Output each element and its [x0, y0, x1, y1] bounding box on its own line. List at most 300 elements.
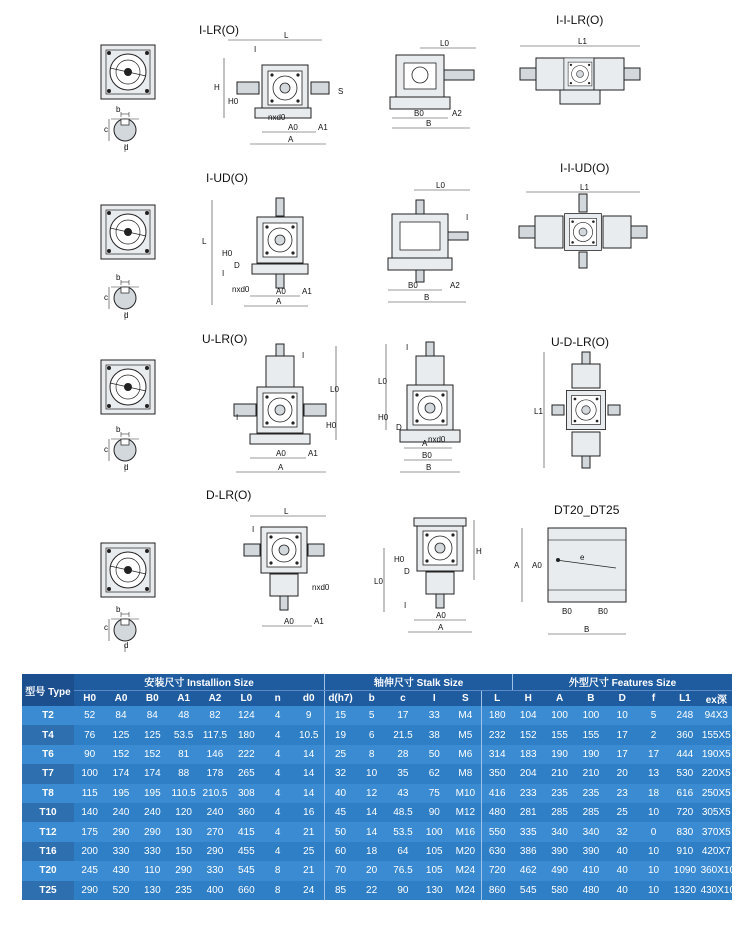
table-cell: 410	[575, 861, 606, 880]
table-cell: 84	[137, 706, 168, 725]
table-cell: 444	[669, 745, 700, 764]
dim-L-2: L	[202, 237, 207, 246]
dim-D-2: D	[234, 261, 240, 270]
table-cell: 910	[669, 842, 700, 861]
table-cell: 76	[74, 725, 105, 744]
table-cell: 314	[481, 745, 512, 764]
column-header: d(h7)	[325, 690, 356, 706]
table-cell: 4	[262, 842, 293, 861]
column-header: A0	[105, 690, 136, 706]
table-cell: 4	[262, 803, 293, 822]
table-cell: 860	[481, 881, 512, 900]
column-header: L0	[231, 690, 262, 706]
table-cell: 8	[356, 745, 387, 764]
diagram-u-d-lr	[534, 335, 620, 468]
diagram-u-lr	[101, 332, 339, 472]
table-cell: 25	[293, 842, 324, 861]
table-cell: 630	[481, 842, 512, 861]
table-cell: 520	[105, 881, 136, 900]
dim-S-1: S	[338, 87, 344, 96]
table-row	[22, 861, 732, 880]
model-cell: T4	[22, 725, 74, 744]
model-cell: T10	[22, 803, 74, 822]
table-cell: 94X3	[701, 706, 732, 725]
table-cell: 330	[137, 842, 168, 861]
spec-table-panel	[22, 674, 736, 900]
column-header: H	[513, 690, 544, 706]
column-header-row	[22, 690, 732, 706]
table-cell: 195	[105, 784, 136, 803]
table-cell: 290	[168, 861, 199, 880]
column-header: B0	[137, 690, 168, 706]
table-cell: 285	[544, 803, 575, 822]
model-cell: T20	[22, 861, 74, 880]
table-cell: 120	[168, 803, 199, 822]
table-cell: 480	[575, 881, 606, 900]
table-row	[22, 803, 732, 822]
table-cell: 4	[262, 745, 293, 764]
title-u-d-lr: U-D-LR(O)	[551, 335, 609, 349]
dim-A1-1: A1	[318, 123, 328, 132]
table-cell: 10.5	[293, 725, 324, 744]
table-cell: 48.5	[387, 803, 418, 822]
title-u-lr: U-LR(O)	[202, 332, 248, 346]
dim-I-4: I	[302, 351, 305, 360]
table-cell: 281	[513, 803, 544, 822]
table-cell: 308	[231, 784, 262, 803]
title-dt: DT20_DT25	[554, 503, 620, 517]
header-type: 型号 Type	[22, 674, 74, 706]
table-row	[22, 881, 732, 900]
model-cell: T6	[22, 745, 74, 764]
table-cell: 32	[607, 822, 638, 841]
table-cell: M10	[450, 784, 481, 803]
diagram-ii-lr	[520, 13, 640, 104]
dim-A0-2: A0	[276, 287, 286, 296]
table-cell: 52	[74, 706, 105, 725]
title-i-lr: I-LR(O)	[199, 23, 239, 37]
table-cell: M24	[450, 861, 481, 880]
table-cell: 90	[387, 881, 418, 900]
header-installation: 安装尺寸 Installion Size	[74, 674, 325, 690]
table-cell: 235	[575, 784, 606, 803]
table-cell: 60	[325, 842, 356, 861]
table-cell: 290	[105, 822, 136, 841]
table-cell: 25	[607, 803, 638, 822]
table-row	[22, 745, 732, 764]
dim-A0-dt: A0	[532, 561, 542, 570]
dim-c-1: c	[104, 125, 108, 134]
table-cell: 12	[356, 784, 387, 803]
dim-nxd0-3: nxd0	[428, 435, 446, 444]
dim-H0-5: H0	[394, 555, 405, 564]
table-cell: 50	[325, 822, 356, 841]
dim-H0-2: H0	[222, 249, 233, 258]
flange-view-1	[101, 45, 155, 99]
dim-c-2: c	[104, 293, 108, 302]
table-cell: 38	[419, 725, 450, 744]
diagram-i-ud	[101, 171, 312, 320]
table-cell: 4	[262, 764, 293, 783]
flange-view-2	[101, 205, 155, 259]
table-row	[22, 725, 732, 744]
table-cell: 290	[137, 822, 168, 841]
table-cell: 13	[638, 764, 669, 783]
table-cell: 76.5	[387, 861, 418, 880]
diagram-ii-ud	[519, 161, 647, 268]
table-cell: 70	[325, 861, 356, 880]
dim-nxd0-4: nxd0	[312, 583, 330, 592]
table-cell: 204	[513, 764, 544, 783]
table-cell: 340	[575, 822, 606, 841]
table-cell: 50	[419, 745, 450, 764]
table-cell: 140	[74, 803, 105, 822]
dim-b-2: b	[116, 273, 121, 282]
dim-b-3: b	[116, 425, 121, 434]
header-stalk: 轴伸尺寸 Stalk Size	[325, 674, 513, 690]
table-cell: 232	[481, 725, 512, 744]
dim-A1-4: A1	[314, 617, 324, 626]
table-cell: 64	[387, 842, 418, 861]
column-header: L1	[669, 690, 700, 706]
table-cell: 20	[607, 764, 638, 783]
table-cell: 430X10	[701, 881, 732, 900]
table-cell: 720	[481, 861, 512, 880]
table-cell: 110.5	[168, 784, 199, 803]
table-cell: 178	[199, 764, 230, 783]
column-header: d0	[293, 690, 324, 706]
table-cell: 174	[105, 764, 136, 783]
table-cell: 220X5	[701, 764, 732, 783]
table-cell: 290	[74, 881, 105, 900]
table-cell: 10	[638, 881, 669, 900]
table-cell: 152	[105, 745, 136, 764]
table-cell: 104	[513, 706, 544, 725]
column-header: A1	[168, 690, 199, 706]
table-cell: 88	[168, 764, 199, 783]
title-ii-lr: I-I-LR(O)	[556, 13, 604, 27]
table-cell: 580	[544, 881, 575, 900]
table-cell: 90	[74, 745, 105, 764]
table-cell: 360	[231, 803, 262, 822]
diagram-dt	[514, 503, 626, 634]
table-cell: 85	[325, 881, 356, 900]
dim-B-2: B	[424, 293, 430, 302]
table-cell: 150	[168, 842, 199, 861]
table-cell: 9	[293, 706, 324, 725]
dim-c-4: c	[104, 623, 108, 632]
dim-B0-dt-2: B0	[598, 607, 608, 616]
dim-H-2: H	[476, 547, 482, 556]
table-cell: 350	[481, 764, 512, 783]
table-cell: 115	[74, 784, 105, 803]
table-cell: 43	[387, 784, 418, 803]
table-cell: 19	[325, 725, 356, 744]
dim-d-2: d	[124, 311, 129, 320]
table-cell: 174	[137, 764, 168, 783]
dim-d-3: d	[124, 463, 129, 472]
table-cell: 2	[638, 725, 669, 744]
table-cell: 14	[356, 803, 387, 822]
table-cell: 415	[231, 822, 262, 841]
table-cell: 0	[638, 822, 669, 841]
table-cell: 390	[575, 842, 606, 861]
table-cell: 110	[137, 861, 168, 880]
table-cell: 82	[199, 706, 230, 725]
table-cell: 545	[231, 861, 262, 880]
table-cell: 23	[607, 784, 638, 803]
spec-table	[22, 674, 736, 900]
dim-I-6: I	[406, 343, 409, 352]
table-cell: 155	[544, 725, 575, 744]
dim-d-1: d	[124, 143, 129, 152]
column-header: D	[607, 690, 638, 706]
dim-c-3: c	[104, 445, 108, 454]
dim-A-1: A	[288, 135, 294, 144]
table-cell: M24	[450, 881, 481, 900]
table-cell: 183	[513, 745, 544, 764]
dim-H0-3: H0	[326, 421, 337, 430]
dim-L0-2: L0	[436, 181, 445, 190]
flange-view-4	[101, 543, 155, 597]
dt-body	[548, 528, 626, 602]
column-header: ex深	[701, 690, 732, 706]
table-cell: 200	[74, 842, 105, 861]
dim-I-1: I	[254, 45, 257, 54]
dim-B-dt: B	[584, 625, 590, 634]
model-cell: T12	[22, 822, 74, 841]
model-cell: T2	[22, 706, 74, 725]
table-cell: M6	[450, 745, 481, 764]
table-cell: 84	[105, 706, 136, 725]
table-cell: 210.5	[199, 784, 230, 803]
table-cell: 100	[419, 822, 450, 841]
table-cell: 10	[638, 803, 669, 822]
table-cell: 340	[544, 822, 575, 841]
dim-A1-2: A1	[302, 287, 312, 296]
dim-A-5: A	[438, 623, 444, 632]
table-cell: 53.5	[387, 822, 418, 841]
table-cell: 100	[74, 764, 105, 783]
dim-L-1: L	[284, 31, 289, 40]
table-cell: 17	[607, 745, 638, 764]
dim-L0-1: L0	[440, 39, 449, 48]
header-features: 外型尺寸 Features Size	[513, 674, 732, 690]
table-cell: 22	[356, 881, 387, 900]
table-cell: 130	[137, 881, 168, 900]
table-cell: 10	[607, 706, 638, 725]
table-cell: 117.5	[199, 725, 230, 744]
table-cell: 28	[387, 745, 418, 764]
model-cell: T8	[22, 784, 74, 803]
table-cell: M16	[450, 822, 481, 841]
flange-view-3	[101, 360, 155, 414]
table-cell: 240	[137, 803, 168, 822]
table-cell: 285	[575, 803, 606, 822]
table-cell: 14	[293, 784, 324, 803]
table-cell: 24	[293, 881, 324, 900]
table-row	[22, 822, 732, 841]
table-cell: 20	[356, 861, 387, 880]
diagram-u-lr-side	[378, 342, 460, 472]
table-cell: 75	[419, 784, 450, 803]
dim-nxd0-2: nxd0	[232, 285, 250, 294]
table-cell: 53.5	[168, 725, 199, 744]
table-cell: 105	[419, 842, 450, 861]
table-cell: 130	[419, 881, 450, 900]
table-cell: 330	[199, 861, 230, 880]
column-header: A2	[199, 690, 230, 706]
table-cell: 250X5	[701, 784, 732, 803]
table-cell: 16	[293, 803, 324, 822]
table-cell: 420X7	[701, 842, 732, 861]
model-cell: T16	[22, 842, 74, 861]
dim-A0-3: A0	[276, 449, 286, 458]
table-cell: M8	[450, 764, 481, 783]
table-cell: 545	[513, 881, 544, 900]
table-cell: 155	[575, 725, 606, 744]
table-row	[22, 784, 732, 803]
table-cell: 400	[199, 881, 230, 900]
dim-D-4: D	[404, 567, 410, 576]
dim-L0-4: L0	[378, 377, 387, 386]
table-cell: 616	[669, 784, 700, 803]
table-cell: 33	[419, 706, 450, 725]
column-header: S	[450, 690, 481, 706]
table-cell: 830	[669, 822, 700, 841]
table-cell: 130	[168, 822, 199, 841]
dim-L-3: L	[284, 507, 289, 516]
dim-B0-1: B0	[414, 109, 424, 118]
dim-H0-1: H0	[228, 97, 239, 106]
table-cell: 17	[387, 706, 418, 725]
table-cell: 240	[199, 803, 230, 822]
column-header: c	[387, 690, 418, 706]
table-cell: 14	[356, 822, 387, 841]
dim-B-3: B	[426, 463, 432, 472]
dim-I-2: I	[222, 269, 225, 278]
table-cell: 660	[231, 881, 262, 900]
dim-I-5: I	[236, 413, 239, 422]
table-cell: M12	[450, 803, 481, 822]
diagram-i-lr	[101, 23, 343, 152]
table-cell: 152	[513, 725, 544, 744]
table-cell: 8	[262, 881, 293, 900]
table-cell: 21	[293, 861, 324, 880]
table-cell: 152	[137, 745, 168, 764]
table-cell: 235	[168, 881, 199, 900]
title-ii-ud: I-I-UD(O)	[560, 161, 610, 175]
table-cell: 222	[231, 745, 262, 764]
table-cell: 25	[325, 745, 356, 764]
dim-A1-3: A1	[308, 449, 318, 458]
dim-A2-1: A2	[452, 109, 462, 118]
table-cell: 550	[481, 822, 512, 841]
table-cell: 248	[669, 706, 700, 725]
table-cell: 90	[419, 803, 450, 822]
dim-e-dt: e	[580, 553, 585, 562]
table-cell: 180	[231, 725, 262, 744]
dim-b-1: b	[116, 105, 121, 114]
table-cell: 35	[387, 764, 418, 783]
table-cell: 235	[544, 784, 575, 803]
dim-D-3: D	[396, 423, 402, 432]
dim-b-4: b	[116, 605, 121, 614]
table-cell: 81	[168, 745, 199, 764]
dim-A-2: A	[276, 297, 282, 306]
dim-B0-3: B0	[422, 451, 432, 460]
table-cell: 15	[325, 706, 356, 725]
table-cell: 455	[231, 842, 262, 861]
table-cell: 4	[262, 822, 293, 841]
table-cell: 270	[199, 822, 230, 841]
table-cell: 480	[481, 803, 512, 822]
table-row	[22, 842, 732, 861]
table-cell: 100	[544, 706, 575, 725]
table-cell: 21.5	[387, 725, 418, 744]
table-cell: 17	[607, 725, 638, 744]
dim-A2-2: A2	[450, 281, 460, 290]
dim-A0-4: A0	[284, 617, 294, 626]
model-cell: T7	[22, 764, 74, 783]
table-cell: 1090	[669, 861, 700, 880]
table-cell: 10	[638, 861, 669, 880]
dim-L1-2: L1	[580, 183, 589, 192]
table-cell: 390	[544, 842, 575, 861]
column-header: f	[638, 690, 669, 706]
table-cell: 48	[168, 706, 199, 725]
table-cell: 125	[137, 725, 168, 744]
spec-table-body	[22, 706, 736, 900]
table-cell: 360X10	[701, 861, 732, 880]
table-cell: 175	[74, 822, 105, 841]
column-header: A	[544, 690, 575, 706]
table-cell: 100	[575, 706, 606, 725]
table-cell: 40	[325, 784, 356, 803]
table-cell: 335	[513, 822, 544, 841]
table-cell: 40	[607, 881, 638, 900]
table-cell: 370X5	[701, 822, 732, 841]
table-cell: 265	[231, 764, 262, 783]
diagram-d-lr-side	[374, 518, 482, 632]
table-cell: 18	[356, 842, 387, 861]
table-cell: M4	[450, 706, 481, 725]
dim-A0-1: A0	[288, 123, 298, 132]
model-cell: T25	[22, 881, 74, 900]
dim-d-4: d	[124, 641, 129, 650]
table-cell: 430	[105, 861, 136, 880]
dim-L1-1: L1	[578, 37, 587, 46]
table-cell: 8	[262, 861, 293, 880]
column-header: B	[575, 690, 606, 706]
table-cell: M5	[450, 725, 481, 744]
table-cell: 45	[325, 803, 356, 822]
table-cell: 530	[669, 764, 700, 783]
table-cell: 124	[231, 706, 262, 725]
table-row	[22, 706, 732, 725]
dim-I-8: I	[404, 601, 407, 610]
table-cell: 210	[575, 764, 606, 783]
table-cell: 360	[669, 725, 700, 744]
table-cell: 190X5	[701, 745, 732, 764]
table-cell: 125	[105, 725, 136, 744]
dim-B0-dt-1: B0	[562, 607, 572, 616]
dim-H-1: H	[214, 83, 220, 92]
dim-H0-4: H0	[378, 413, 389, 422]
title-d-lr: D-LR(O)	[206, 488, 252, 502]
table-cell: 233	[513, 784, 544, 803]
table-cell: 62	[419, 764, 450, 783]
